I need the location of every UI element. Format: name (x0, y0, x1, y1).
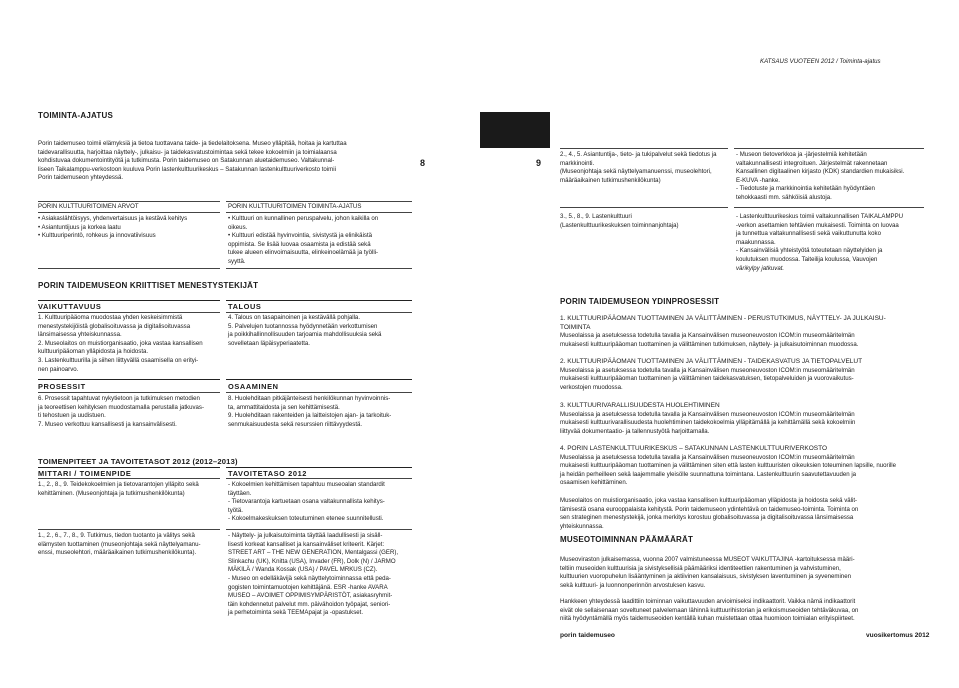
mission-text (228, 215, 378, 267)
text-line: ti tehostuen ja uudistuen. (38, 412, 106, 420)
top-row1-col1 (560, 151, 728, 185)
text-line: ja teoreettisen kehityksen muodostamalla perustalla jatkuvas- (38, 403, 204, 411)
museum-goals-title: MUSEOTOIMINNAN PÄÄMÄÄRÄT (560, 535, 694, 544)
text-line: 2. Museolaitos on muistiorganisaatio, joka vastaa kansallisen (38, 339, 203, 347)
museum-goals-p1 (560, 556, 930, 590)
mission-line: syyttä. (228, 257, 246, 265)
mission-line: • Kulttuuri edistää hyvinvointia, sivistystä ja elinikäistä (228, 232, 373, 240)
csf-prosessit-text (38, 395, 220, 429)
text-line: 1. Kulttuuripääoma muodostaa yhden keskeisimmistä (38, 314, 183, 321)
text-line: 3., 5., 8., 9. Lastenkulttuuri (560, 213, 632, 220)
text-line: MÄKILÄ / Wanda Kossak (USA) / PAVEL MRKUS (CZ). (228, 566, 378, 574)
text-line: E-KUVA -hanke. (736, 176, 780, 184)
text-line: koulutuksen muodossa. Taiteilija koulussa, Vauvojen (736, 255, 878, 263)
text-line: ja poikkihallinnollisuuden tarjoamia mahdollisuuksia sekä (228, 331, 382, 339)
text-line: teltiin museoiden kulttuurisia ja sivistyksellisiä päämääriksi identiteettien rakentuminen ja vahvistuminen, (560, 564, 841, 572)
intro-line: kohdistuvaa dokumentointityötä ja tutkimusta. Porin taidemuseo on Satakunnan aluetaidemuseo. Valtakunnal- (38, 157, 335, 165)
core-item-2 (560, 358, 930, 392)
text-line: täyttäen. (228, 489, 252, 497)
text-line: mukaisesti kulttuuripääoman tuottaminen ja välittäminen tutkimuksen, näyttely- ja julkaisutoiminnan muodossa. (560, 340, 859, 348)
text-line: kulttuuripääoman ylläpidosta ja hoidosta. (38, 348, 149, 356)
text-line: 1., 2., 6., 7., 8., 9. Tutkimus, tiedon tuotanto ja välitys sekä (38, 532, 195, 539)
list-item: • Asiantuntijuus ja korkea laatu (38, 224, 187, 233)
core-item-4 (560, 445, 930, 488)
mission-header: PORIN KULTTUURITOIMEN TOIMINTA-AJATUS (228, 203, 362, 210)
text-line: maakunnassa. (736, 238, 776, 246)
text-line: - Museo on edelläkävijä sekä näyttelytoiminnassa että peda- (228, 574, 391, 582)
text-line: Slinkachu (UK), Knitta (USA), Invader (FR), Dolk (N) / JARMO (228, 557, 396, 565)
text-line: 8. Huolehditaan pitkäjänteisesti henkilökunnan hyvinvoinnis- (228, 395, 391, 402)
text-line: niitä hyödyntämällä myös taidemuseoiden kentällä kuhan muistettaan ottaa huomioon toimialan erityispiirteet. (560, 615, 855, 623)
csf-vaikuttavuus-text (38, 314, 220, 374)
goals-title: TOIMENPITEET JA TAVOITETASOT 2012 (2012–2013) (38, 457, 238, 466)
intro-line: Porin taidemuseo toimii elämyksiä ja tietoa tuottavana taide- ja tiedelaitoksena. Museo ylläpitää, hoitaa ja kartuttaa (38, 140, 347, 147)
goals-row2-col1 (38, 532, 220, 558)
text-line: -verkon asettamien tehtävien mukaisesti. Toiminta on luovaa (736, 221, 899, 229)
csf-vaikuttavuus-label: VAIKUTTAVUUS (38, 302, 102, 311)
text-line: Museolaitos on muistiorganisaatio, joka vastaa kansallisen kulttuuripääoman ylläpidosta ja hoidosta sekä välit- (560, 497, 858, 504)
csf-talous-label: TALOUS (228, 302, 262, 311)
mission-line: oppimista. Se lisää luovaa osaamista ja edistää sekä (228, 240, 371, 248)
goals-row1-col1 (38, 481, 220, 498)
page-number-right: 9 (536, 158, 542, 168)
core-heading: 2. KULTTUURIPÄÄOMAN TUOTTAMINEN JA VÄLITTÄMINEN - TAIDEKASVATUS JA TIETOPALVELUT (560, 358, 863, 365)
text-line: - Kokoelmakeskuksen toteutuminen etenee suunnitellusti. (228, 515, 384, 523)
core-heading: 3. KULTTUURIVARALLISUUDESTA HUOLEHTIMINEN (560, 402, 720, 409)
values-list (38, 215, 187, 241)
text-line: mukaisesti kulttuuripääoman tuottaminen ja välittäminen siten että lasten kulttuuristen oikeuksien toteuminen lapsille, nuorille (560, 462, 897, 470)
text-line: kulttuurien vuoropuhelun lisääntyminen ja aktiivinen kansalaisuus, sivistyksen laventuminen ja syveneminen (560, 573, 851, 581)
text-line: sen strateginen menestystekijä, jonka merkitys korostuu globalisoituvassa ja digitalisoituvassa länsimaisessa (560, 514, 854, 522)
text-line: eivät ole sellaisenaan soveltuneet palvelemaan lähinnä kulttuurihistorian ja erikoismuseoiden tehtäväkuvaa, on (560, 606, 859, 614)
top-row2-col1 (560, 213, 728, 230)
text-line: sovelletaan läpäisyperiaatetta. (228, 339, 310, 347)
goals-col1-header: MITTARI / TOIMENPIDE (38, 469, 132, 478)
top-row1-col2 (736, 151, 926, 203)
text-line: - Lastenkulttuurikeskus toimii valtakunnallisen TAIKALAMPPU (736, 213, 904, 220)
text-line: ta, ammattitaidosta ja sen kehittämisestä. (228, 403, 340, 411)
text-line: täin kohdennetut palvelut mm. päivähoidon työpajat, seniori- (228, 600, 391, 608)
text-line: - Kokoelmien kehittämisen tapahtuu museoalan standardit (228, 481, 385, 488)
footer-right: vuosikertomus 2012 (866, 632, 930, 639)
text-line: - Kansainvälisiä yhteistyötä toteutetaan näyttelyiden ja (736, 247, 883, 255)
text-line: MUSEO – AVOIMET OPPIMISYMPÄRISTÖT, asiakasryhmit- (228, 592, 393, 600)
list-item: • Asiakaslähtöisyys, yhdenvertaisuus ja kestävä kehitys (38, 215, 187, 224)
text-line: tehokkaasti mm. sähköisiä alustoja. (736, 193, 832, 201)
csf-prosessit-label: PROSESSIT (38, 382, 86, 391)
text-line: 7. Museo verkottuu kansallisesti ja kansainvälisesti. (38, 420, 177, 428)
core-heading: TOIMINTA (560, 323, 591, 331)
core-item-1 (560, 315, 930, 349)
text-line: 1., 2., 8., 9. Teidekokoelmien ja tietovarantojen ylläpito sekä (38, 481, 199, 488)
text-line: 3. Lastenkulttuurilla ja siihen liittyvällä osaamisella on erityi- (38, 356, 199, 364)
goals-col2-header: TAVOITETASO 2012 (228, 469, 308, 478)
text-line: mukaisesti kulttuurivarallisuudesta huolehtiminen taidekokoelmia ylläpitämällä ja kehittämällä sekä kokoelmiin (560, 419, 856, 427)
text-line: 5. Palvelujen tuotannossa hyödynnetään verkottumisen (228, 322, 378, 330)
mission-line: oikeus. (228, 223, 248, 231)
core-heading: 4. PORIN LASTENKULTTUURIKESKUS – SATAKUNNAN LASTENKULTTUURIVERKOSTO (560, 445, 828, 452)
intro-paragraph (38, 140, 426, 183)
text-line: - Tietovarantoja kartuetaan osana valtakunnallista kehitys- (228, 498, 385, 506)
text-line: kehittäminen. (Museonjohtaja ja tutkimushenkilökunta) (38, 489, 185, 497)
core-title: PORIN TAIDEMUSEON YDINPROSESSIT (560, 297, 720, 306)
text-line: Museoviraston julkaisemassa, vuonna 2007 valmistuneessa MUSEOT VAIKUTTAJINA -kartoituksessa määri- (560, 556, 855, 563)
text-line: - Näyttely- ja julkaisutoiminta täyttää laadullisesti ja sisäll- (228, 532, 383, 539)
text-line: lisesti korkeat kansalliset ja kansainväliset kriteerit. Kärjet: (228, 540, 385, 548)
text-line: 2., 4., 5. Asiantuntija-, tieto- ja tukipalvelut sekä tiedotus ja (560, 151, 717, 158)
goals-row2-col2 (228, 532, 414, 618)
museum-goals-p2 (560, 598, 930, 624)
csf-osaaminen-label: OSAAMINEN (228, 382, 279, 391)
text-line: Museolaissa ja asetuksessa todetulla tavalla ja Kansainvälisen museoneuvoston ICOM:in museomääritelmän (560, 366, 855, 374)
text-line: verkostojen muodossa. (560, 383, 623, 391)
text-line: menestystekijöistä globalisoituvassa ja digitalisoituvassa (38, 322, 191, 330)
text-line: määräaikainen tutkimushenkilökunta) (560, 176, 661, 184)
goals-row1-col2 (228, 481, 414, 524)
text-line: liittyvää dokumentaatio- ja tallennustyötä harjoittamalla. (560, 427, 710, 435)
text-line: yhteiskunnassa. (560, 522, 604, 530)
text-line: ja tunnettua valtakunnallisesti sekä vaikuttunutta koko (736, 230, 881, 238)
page-tab-marker (480, 112, 550, 148)
text-line: mukaisesti kulttuuripääoman tuottaminen ja välittäminen taidekasvatuksen, tietopalveluiden ja vuorovaikutus- (560, 375, 854, 383)
text-line: Museolaissa ja asetuksessa todetulla tavalla ja Kansainvälisen museoneuvoston ICOM:in museomääritelmän (560, 332, 855, 340)
core-heading: 1. KULTTUURIPÄÄOMAN TUOTTAMINEN JA VÄLITTÄMINEN - PERUSTUTKIMUS, NÄYTTELY- JA JULKAISU- (560, 315, 886, 322)
running-header: KATSAUS VUOTEEN 2012 / Toiminta-ajatus (760, 58, 881, 65)
text-line: värikylpy jatkuvat. (736, 264, 785, 272)
intro-line: liseen Taikalamppu-verkostoon kuuluva Porin lastenkulttuurikeskus – Satakunnan lastenkulttuuriverkosto toimii (38, 165, 336, 173)
text-line: 9. Huolehditaan rakenteiden ja laitteistojen ajan- ja tarkoituk- (228, 412, 392, 420)
text-line: ja perhetoiminta sekä TEEMApajat ja -opastukset. (228, 609, 364, 617)
top-row2-col2 (736, 213, 926, 273)
text-line: - Museon tietoverkkoa ja -järjestelmiä kehitetään (736, 151, 867, 158)
text-line: sekä kulttuuri- ja luonnonperinnön arvostuksen kasvu. (560, 581, 706, 589)
text-line: markkinointi. (560, 159, 595, 167)
text-line: STREET ART – THE NEW GENERATION, Mentalgassi (GER), (228, 549, 399, 557)
footer-left: porin taidemuseo (560, 632, 615, 639)
core-summary (560, 497, 930, 531)
text-line: enssi, museolehtori, määräaikainen tutkimushenkilökunta). (38, 549, 197, 557)
csf-osaaminen-text (228, 395, 414, 429)
text-line: Hankkeen yhteydessä laadittiin toiminnan vaikuttavuuden arvioimiseksi indikaattorit. Vaikka nämä indikaattorit (560, 598, 856, 605)
text-line: ja heidän perheilleen sekä laajemmalle yleisölle suunnattuna toimintana. Lastenkulttuurin saavutettavuuden ja (560, 470, 857, 478)
text-line: - Tiedotuste ja markkinointia kehitetään hyödyntäen (736, 185, 875, 193)
text-line: Kansallinen digitaalinen kirjasto (KDK) standardien mukaisiksi. (736, 168, 905, 176)
page-number-left: 8 (420, 158, 426, 168)
csf-talous-text (228, 314, 414, 348)
intro-line: taidevarallisuutta, harjoittaa näyttely-, julkaisu- ja taidekasvatustoimintaa sekä tekee kokoelmiin ja toimialaansa (38, 148, 337, 156)
text-line: 6. Prosessit tapahtuvat nykytietoon ja tutkimuksen metodien (38, 395, 200, 402)
text-line: työtä. (228, 506, 243, 514)
section-title: TOIMINTA-AJATUS (38, 111, 113, 120)
values-header: PORIN KULTTUURITOIMEN ARVOT (38, 203, 139, 210)
text-line: nen painoarvo. (38, 365, 79, 373)
text-line: elämysten tuottaminen (museonjohtaja sekä näyttelyamanu- (38, 540, 201, 548)
csf-title: PORIN TAIDEMUSEON KRIITTISET MENESTYSTEKIJÄT (38, 281, 259, 290)
text-line: länsimaisessa yhteiskunnassa. (38, 331, 122, 339)
core-item-3 (560, 402, 930, 436)
text-line: tämisestä osana eurooppalaista kehitystä. Porin taidemuseon ydintehtävä on taidemuseo-toiminta. Toiminta on (560, 505, 859, 513)
text-line: osaamisen kehittäminen. (560, 479, 628, 487)
text-line: gogisten toimintamuotojen kehittäjänä. ESR -hanke AVARA (228, 583, 388, 591)
mission-line: tukee alueen elinvoimaisuutta, elinkeinoelämää ja työlli- (228, 249, 379, 257)
list-item: • Kulttuuriperintö, rohkeus ja innovatiivisuus (38, 232, 187, 241)
intro-line: Porin taidemuseon yhteydessä. (38, 174, 124, 182)
text-line: Museolaissa ja asetuksessa todetulla tavalla ja Kansainvälisen museoneuvoston ICOM:in museomääritelmän (560, 410, 855, 418)
text-line: (Lastenkulttuurikeskuksen toiminnanjohtaja) (560, 221, 679, 229)
text-line: Museolaissa ja asetuksessa todetulla tavalla ja Kansainvälisen museoneuvoston ICOM:in museomääritelmän (560, 453, 855, 461)
text-line: senmukaisuudesta sekä resurssien riittävyydestä. (228, 420, 363, 428)
text-line: valtakunnallisesti integroituen. Järjestelmät rakennetaan (736, 159, 888, 167)
text-line: 4. Talous on tasapainoinen ja kestävällä pohjalla. (228, 314, 361, 321)
text-line: (Museonjohtaja sekä näyttelyamanuenssi, museolehtori, (560, 168, 712, 176)
mission-line: • Kulttuuri on kunnallinen peruspalvelu, johon kaikilla on (228, 215, 379, 222)
